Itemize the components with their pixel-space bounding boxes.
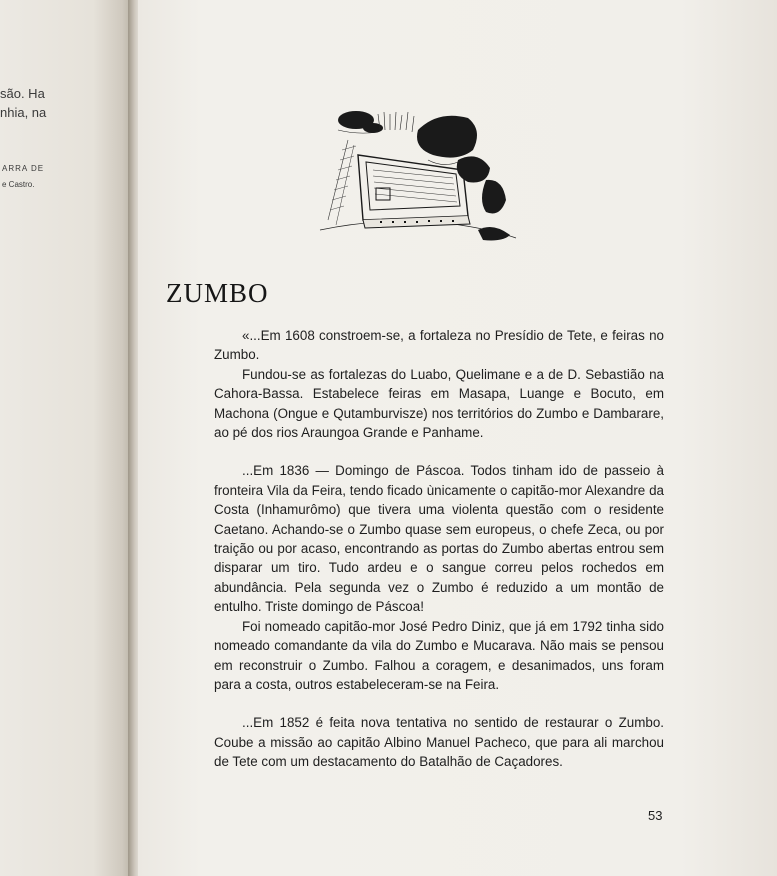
left-page bbox=[0, 0, 133, 876]
page-number: 53 bbox=[648, 808, 663, 823]
paragraph: ...Em 1836 — Domingo de Páscoa. Todos tinham ido de passeio à fronteira Vila da Feira, tendo ficado ùnicamente o capitão-mor Alexandre da Costa (Inhamurômo) que tivera uma violenta questão com o residente Caetano. Achando-se o Zumbo quase sem europeus, o chefe Zeca, ou por traição ou por acaso, encontrando as portas do Zumbo abertas entrou sem disparar um tiro. Tudo ardeu e o sangue correu pelos rochedos em abundância. Pela segunda vez o Zumbo é reduzido a um montão de entulho. Triste domingo de Páscoa! bbox=[214, 463, 664, 615]
body-text bbox=[214, 326, 664, 772]
fortress-illustration bbox=[318, 100, 518, 250]
paragraph: Fundou-se as fortalezas do Luabo, Quelimane e a de D. Sebastião na Cahora-Bassa. Estabelece feiras em Masapa, Luange e Bocuto, em Machona (Ongue e Qutamburvisze) nos territórios do Zumbo e Dambarare, ao pé dos rios Araungoa Grande e Panhame. bbox=[214, 366, 664, 441]
right-page bbox=[138, 0, 777, 876]
chapter-title: ZUMBO bbox=[166, 278, 269, 308]
left-page-text-line: nhia, na bbox=[0, 105, 47, 120]
paragraph: ...Em 1852 é feita nova tentativa no sentido de restaurar o Zumbo. Coube a missão ao capitão Albino Manuel Pacheco, que para ali marchou de Tete com um destacamento do Batalhão de Caçadores. bbox=[214, 715, 664, 770]
left-page-caption-line: e Castro. bbox=[2, 180, 35, 189]
paragraph: Foi nomeado capitão-mor José Pedro Diniz, que já em 1792 tinha sido nomeado comandante da vila do Zumbo e Mucarava. Não mais se pensou em reconstruir o Zumbo. Falhou a coragem, e desanimados, uns foram para a costa, outros estabeleceram-se na Feira. bbox=[214, 618, 664, 692]
paragraph: «...Em 1608 constroem-se, a fortaleza no Presídio de Tete, e feiras no Zumbo. bbox=[214, 328, 664, 363]
left-page-caption-line: ARRA DE bbox=[2, 164, 45, 173]
left-page-text-line: são. Ha bbox=[0, 86, 45, 101]
